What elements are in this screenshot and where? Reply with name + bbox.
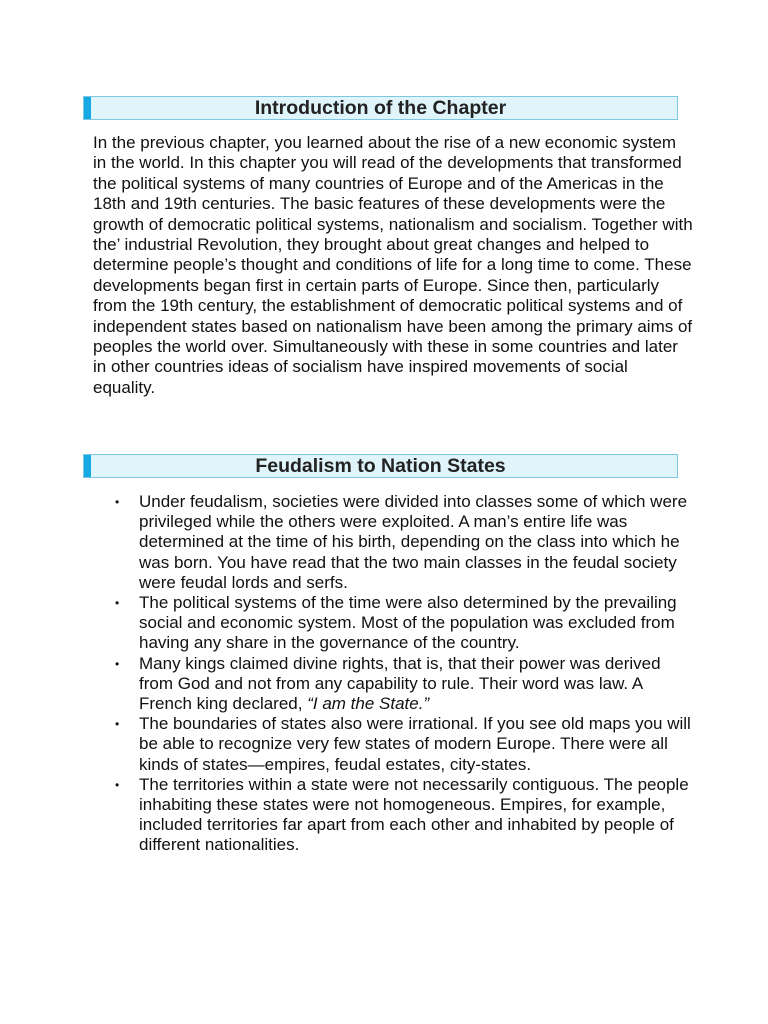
heading-title: Introduction of the Chapter (254, 97, 507, 119)
king-quote: “I am the State.” (307, 694, 430, 714)
section-heading-introduction (83, 96, 678, 120)
heading-title: Feudalism to Nation States (255, 455, 506, 477)
list-item-text: The boundaries of states also were irrational. If you see old maps you will be able to recognize very few states of modern Europe. There were all kinds of states—empires, feudal estates, city-states. (139, 714, 691, 774)
bullet-dot-icon: • (115, 495, 120, 509)
list-item-text: Many kings claimed divine rights, that is, that their power was derived from God and not from any capability to rule. Their word was law. A French king declared, (139, 653, 661, 714)
section-heading-feudalism (83, 454, 678, 478)
list-item-text: The political systems of the time were also determined by the prevailing social and economic system. Most of the population was excluded from having any share in the governance of the country. (139, 593, 677, 653)
bullet-dot-icon: • (115, 777, 120, 792)
list-item (93, 654, 693, 715)
intro-paragraph: In the previous chapter, you learned about the rise of a new economic system in the world. In this chapter you will read of the developments that transformed the political systems of many countries of Europe and of the Americas in the 18th and 19th centuries. The basic features of these developments were the growth of democratic political systems, nationalism and socialism. Together with the’ industrial Revolution, they brought about great changes and helped to determine people’s thought and conditions of life for a long time to come. These developments began first in certain parts of Europe. Since then, particularly from the 19th century, the establishment of democratic political systems and of independent states based on nationalism have been among the primary aims of peoples the world over. Simultaneously with these in some countries and later in other countries ideas of socialism have inspired movements of social equality. (93, 133, 693, 397)
list-item (93, 775, 693, 856)
list-item (93, 593, 693, 654)
list-item (93, 492, 693, 593)
bullet-dot-icon: • (115, 656, 120, 671)
feudalism-bullet-list (93, 492, 693, 856)
list-item-text: The territories within a state were not necessarily contiguous. The people inhabiting these states were not homogeneous. Empires, for example, included territories far apart from each other and inhabited by people of different nationalities. (139, 774, 689, 855)
bullet-dot-icon: • (115, 596, 120, 611)
bullet-dot-icon: • (115, 717, 120, 732)
list-item-text: Under feudalism, societies were divided into classes some of which were privileged while the others were exploited. A man’s entire life was determined at the time of his birth, depending on the class into which he was born. You have read that the two main classes in the feudal society were feudal lords and serfs. (139, 492, 688, 592)
list-item (93, 714, 693, 775)
